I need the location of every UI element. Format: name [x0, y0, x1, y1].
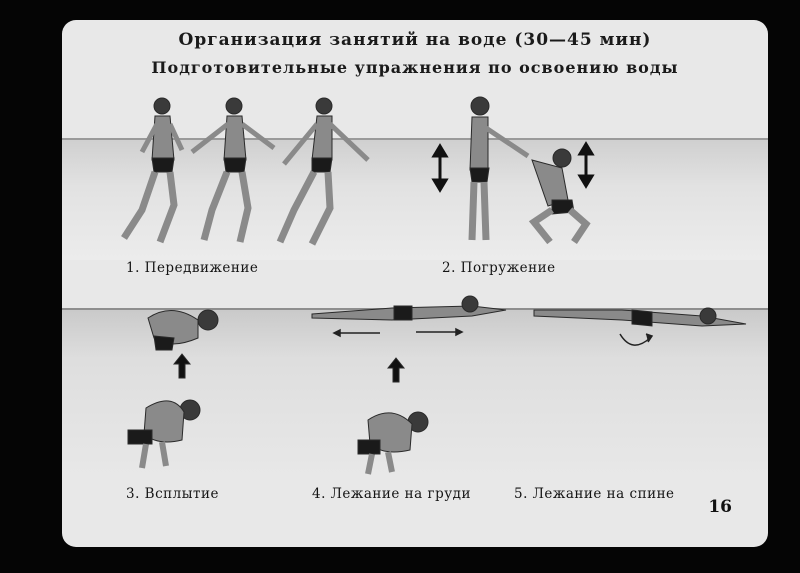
exercise-caption: 3. Всплытие — [126, 486, 219, 502]
exercise-caption: 2. Погружение — [442, 260, 556, 276]
walking-swimmer-figure — [124, 98, 182, 242]
prone-float-figure — [312, 296, 506, 320]
crouching-figure — [358, 412, 428, 474]
slide-subtitle: Подготовительные упражнения по освоению воды — [151, 58, 679, 77]
up-arrow-icon — [388, 358, 404, 382]
walking-swimmer-figure — [280, 98, 368, 244]
squatting-partner-figure — [532, 149, 586, 242]
walking-swimmer-figure — [192, 98, 274, 242]
supine-float-figure — [534, 308, 746, 326]
exercise-caption: 4. Лежание на груди — [312, 486, 471, 502]
exercise-caption: 5. Лежание на спине — [514, 486, 675, 502]
left-right-arrow-icon — [334, 329, 462, 336]
slide-frame — [62, 20, 768, 547]
up-arrow-icon — [174, 354, 190, 378]
rotation-arrow-icon — [620, 334, 652, 345]
slide-title: Организация занятий на воде (30—45 мин) — [178, 30, 652, 50]
illustration-layer — [62, 20, 768, 547]
floating-tuck-figure — [148, 310, 218, 350]
crouching-figure — [128, 400, 200, 468]
standing-partner-figure — [470, 97, 528, 240]
exercise-caption: 1. Передвижение — [126, 260, 259, 276]
page-number: 16 — [708, 497, 732, 517]
